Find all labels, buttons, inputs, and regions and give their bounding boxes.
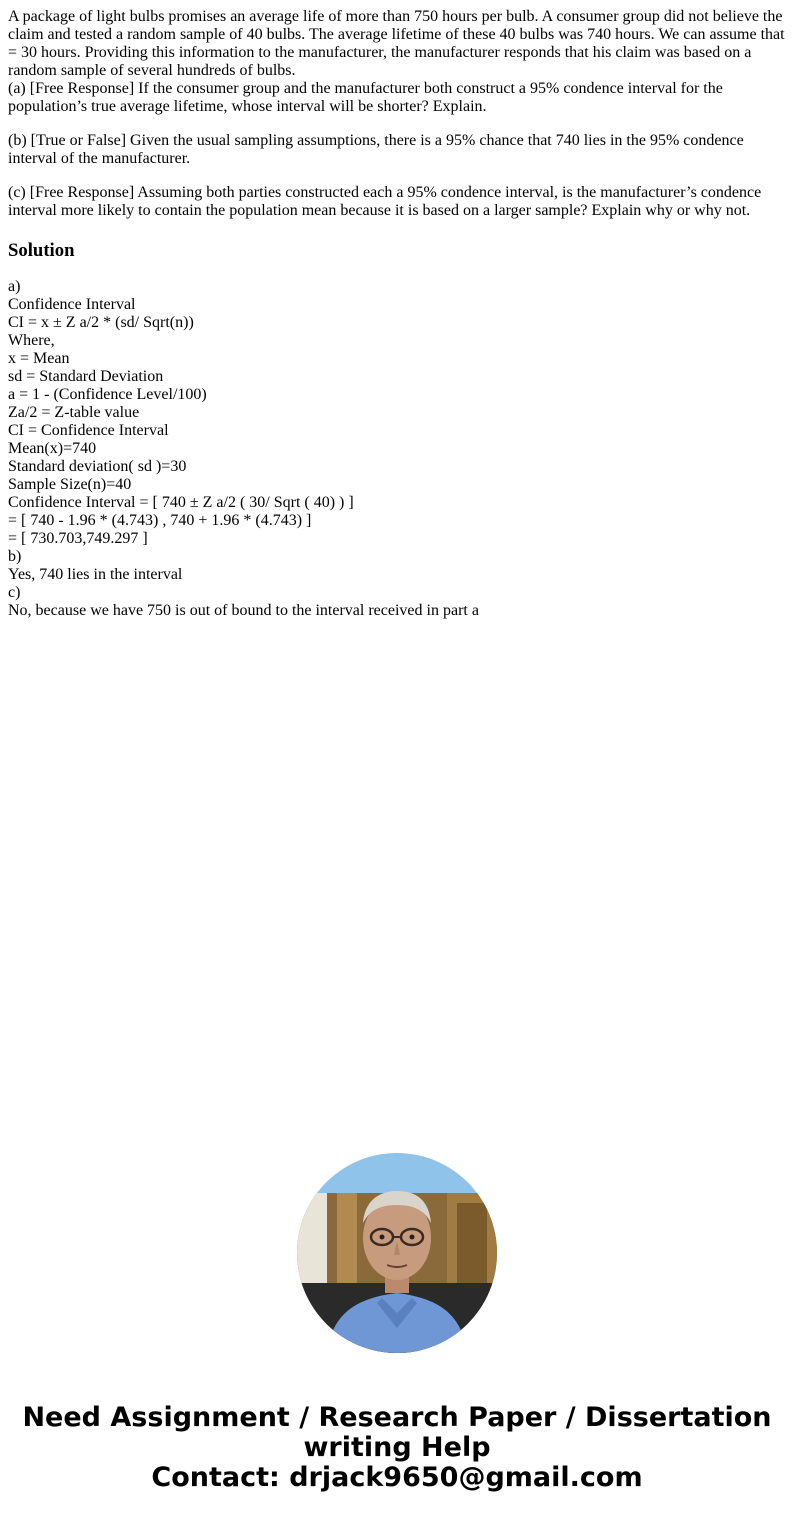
solution-line: = [ 730.703,749.297 ] [8,530,148,547]
question-part-a: (a) [Free Response] If the consumer group and the manufacturer both construct a 95% condence interval for the population’s true average lifetime, whose interval will be shorter? Explain. [8,80,723,115]
solution-line: No, because we have 750 is out of bound to the interval received in part a [8,602,479,619]
document-body [8,8,788,620]
solution-line: b) [8,548,22,565]
solution-line: Confidence Interval [8,296,136,313]
solution-line: sd = Standard Deviation [8,368,164,385]
solution-line: CI = Confidence Interval [8,422,169,439]
footer-line: Need Assignment / Research Paper / Dissertation [22,1402,772,1433]
question-intro: A package of light bulbs promises an average life of more than 750 hours per bulb. A consumer group did not believe the claim and tested a random sample of 40 bulbs. The average lifetime of these 40 bulbs was 740 hours. We can assume that = 30 hours. Providing this information to the manufacturer, the manufacturer responds that his claim was based on a random sample of several hundreds of bulbs. [8,8,785,79]
solution-line: a) [8,278,21,295]
solution-line: Confidence Interval = [ 740 ± Z a/2 ( 30/ Sqrt ( 40) ) ] [8,494,354,511]
footer-line: writing Help [303,1432,491,1463]
solution-body [8,278,788,620]
footer-promo [0,1403,794,1493]
solution-line: Standard deviation( sd )=30 [8,458,187,475]
solution-line: CI = x ± Z a/2 * (sd/ Sqrt(n)) [8,314,194,331]
avatar-portrait-image [297,1153,497,1353]
solution-line: Za/2 = Z-table value [8,404,140,421]
author-avatar [297,1153,497,1353]
solution-line: a = 1 - (Confidence Level/100) [8,386,207,403]
solution-heading: Solution [8,240,75,261]
solution-line: Yes, 740 lies in the interval [8,566,183,583]
solution-line: Where, [8,332,55,349]
solution-line: Sample Size(n)=40 [8,476,132,493]
solution-line: x = Mean [8,350,70,367]
solution-line: = [ 740 - 1.96 * (4.743) , 740 + 1.96 * (4.743) ] [8,512,312,529]
question-part-b: (b) [True or False] Given the usual sampling assumptions, there is a 95% chance that 740 lies in the 95% condence interval of the manufacturer. [8,132,744,167]
solution-line: c) [8,584,21,601]
footer-contact-line: Contact: drjack9650@gmail.com [151,1462,643,1493]
solution-line: Mean(x)=740 [8,440,97,457]
question-part-c: (c) [Free Response] Assuming both parties constructed each a 95% condence interval, is the manufacturer’s condence interval more likely to contain the population mean because it is based on a larger sample? Explain why or why not. [8,184,762,219]
